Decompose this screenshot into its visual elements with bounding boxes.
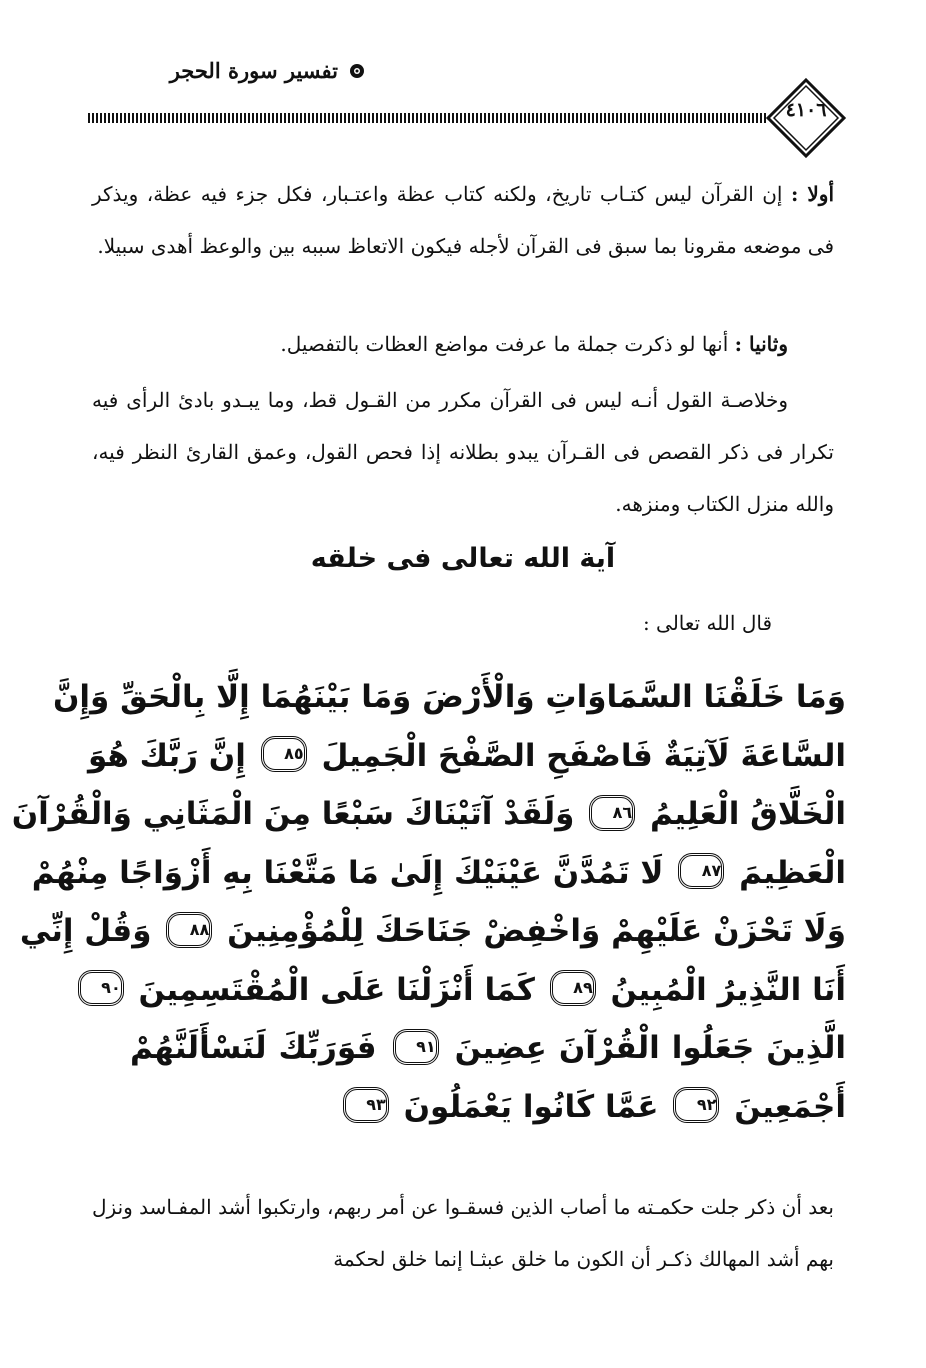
quran-verses <box>11 668 846 1136</box>
ayah-number-marker: ٩٣ <box>343 1087 389 1123</box>
page-number: ٤١٠٦ <box>785 99 827 121</box>
verse-line <box>87 727 846 786</box>
verse-text: وَلَا تَحْزَنْ عَلَيْهِمْ وَاخْفِضْ جَنَاحَكَ لِلْمُؤْمِنِينَ <box>227 913 846 949</box>
paragraph-first <box>92 168 834 272</box>
paragraph-text: إن القرآن ليس كتـاب تاريخ، ولكنه كتاب عظة واعتـبار، فكل جزء فيه عظة، ويذكر فى موضعه مقرونا بما سبق فى القرآن لأجله فيكون الاتعاظ سببه بين والوعظ أهدى سبيلا. <box>92 182 834 258</box>
ayah-number-marker: ٩٢ <box>673 1087 719 1123</box>
verse-text: كَمَا أَنْزَلْنَا عَلَى الْمُقْتَسِمِينَ <box>138 971 535 1008</box>
ayah-number-marker: ٨٨ <box>166 912 212 948</box>
verse-text: أَجْمَعِينَ <box>734 1088 846 1125</box>
verse-text: الْخَلَّاقُ الْعَلِيمُ <box>649 796 846 832</box>
paragraph-lead: أولا : <box>790 182 835 206</box>
verse-line <box>19 902 846 961</box>
verse-text: وَقُلْ إِنِّي <box>19 913 152 949</box>
paragraph-summary <box>92 374 834 530</box>
running-title: تفسير سورة الحجر <box>169 58 338 83</box>
verse-text: فَوَرَبِّكَ لَنَسْأَلَنَّهُمْ <box>130 1030 377 1066</box>
ayah-number-marker: ٨٩ <box>550 970 596 1006</box>
verse-text: الَّذِينَ جَعَلُوا الْقُرْآنَ عِضِينَ <box>454 1030 846 1066</box>
verse-text: وَلَقَدْ آتَيْنَاكَ سَبْعًا مِنَ الْمَثَانِي وَالْقُرْآنَ <box>11 796 575 832</box>
section-heading: آية الله تعالى فى خلقه <box>310 543 616 574</box>
ayah-number-marker: ٩١ <box>393 1029 439 1065</box>
ayah-number-marker: ٨٥ <box>261 736 307 772</box>
verse-line <box>130 1019 846 1078</box>
verse-text: إِنَّ رَبَّكَ هُوَ <box>87 737 246 774</box>
verse-text: السَّاعَةَ لَآتِيَةٌ فَاصْفَحِ الصَّفْحَ الْجَمِيلَ <box>321 737 846 774</box>
paragraph-second <box>92 318 834 370</box>
running-header <box>66 58 366 83</box>
header-rule <box>88 113 768 123</box>
paragraph-lead: وثانيا : <box>734 332 788 356</box>
verse-line <box>130 1078 846 1137</box>
verse-text: لَا تَمُدَّنَّ عَيْنَيْكَ إِلَىٰ مَا مَتَّعْنَا بِهِ أَزْوَاجًا مِنْهُمْ <box>31 854 664 891</box>
verse-line <box>11 785 846 844</box>
paragraph-text: وخلاصـة القول أنـه ليس فى القرآن مكرر من القـول قط، وما يبـدو بادئ الرأى فيه تكرار فى ذكر القصص فى القـرآن يبدو بطلانه إذا فحص القول، وعمق القارئ النظر فيه، والله منزل الكتاب ومنزهه. <box>92 388 834 516</box>
ayah-number-marker: ٨٧ <box>678 853 724 889</box>
ayah-number-marker: ٩٠ <box>78 970 124 1006</box>
ayah-number-marker: ٨٦ <box>589 795 635 831</box>
flower-ornament-icon <box>348 62 366 80</box>
verse-text: الْعَظِيمَ <box>739 854 846 891</box>
paragraph-text: أنها لو ذكرت جملة ما عرفت مواضع العظات بالتفصيل. <box>280 332 729 356</box>
verse-text: أَنَا النَّذِيرُ الْمُبِينُ <box>610 971 846 1008</box>
verse-intro: قال الله تعالى : <box>642 611 772 635</box>
verse-line <box>101 961 846 1020</box>
verse-text: وَمَا خَلَقْنَا السَّمَاوَاتِ وَالْأَرْضَ وَمَا بَيْنَهُمَا إِلَّا بِالْحَقِّ وَإِنَّ <box>52 679 846 715</box>
verse-text: عَمَّا كَانُوا يَعْمَلُونَ <box>403 1088 659 1125</box>
verse-line <box>52 668 846 727</box>
paragraph-closing: بعد أن ذكر جلت حكمـته ما أصاب الذين فسقـوا عن أمر ربهم، وارتكبوا أشد المفـاسد ونزل بهم أشد المهالك ذكـر أن الكون ما خلق عبثـا إنما خلق لحكمة <box>92 1195 834 1271</box>
verse-line <box>31 844 846 903</box>
